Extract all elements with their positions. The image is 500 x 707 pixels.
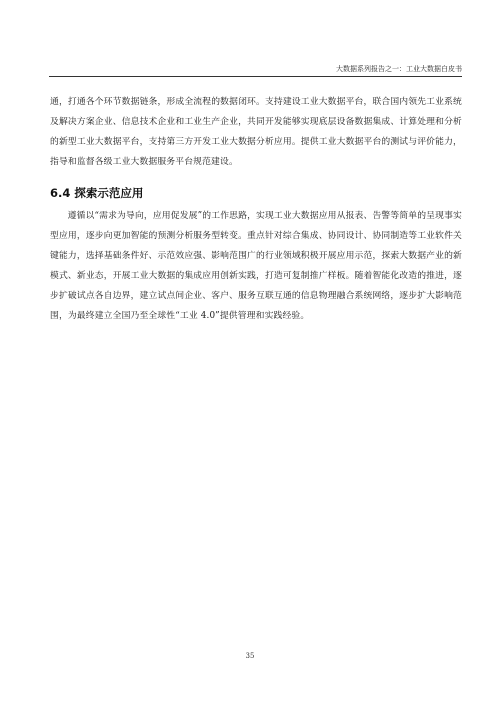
section-heading: 6.4 探索示范应用 — [50, 186, 144, 200]
page-content — [50, 92, 462, 326]
section-paragraph: 遵循以“需求为导向，应用促发展”的工作思路，实现工业大数据应用从报表、告警等简单的呈现事实型应用，逐步向更加智能的预测分析服务型转变。重点针对综合集成、协同设计、协同制造等工业软件关键能力，选择基础条件好、示范效应强、影响范围广的行业领域积极开展应用示范，探索大数据产业的新模式、新业态，开展工业大数据的集成应用创新实践，打造可复制推广样板。随着智能化改造的推进，逐步扩破试点各自边界，建立试点间企业、客户、服务互联互通的信息物理融合系统网络，逐步扩大影响范围，为最终建立全国乃至全球性“工业 4.0”提供管理和实践经验。 — [50, 211, 462, 321]
continued-paragraph: 通，打通各个环节数据链条，形成全流程的数据闭环。支持建设工业大数据平台，联合国内领先工业系统及解决方案企业、信息技术企业和工业生产企业，共同开发能够实现底层设备数据集成、计算处理和分析的新型工业大数据平台，支持第三方开发工业大数据分析应用。提供工业大数据平台的测试与评价能力，指导和监督各级工业大数据服务平台规范建设。 — [50, 97, 462, 167]
header-rule — [49, 76, 462, 77]
page-number: 35 — [245, 652, 255, 660]
running-header-title: 大数据系列报告之一：工业大数据白皮书 — [336, 65, 462, 73]
